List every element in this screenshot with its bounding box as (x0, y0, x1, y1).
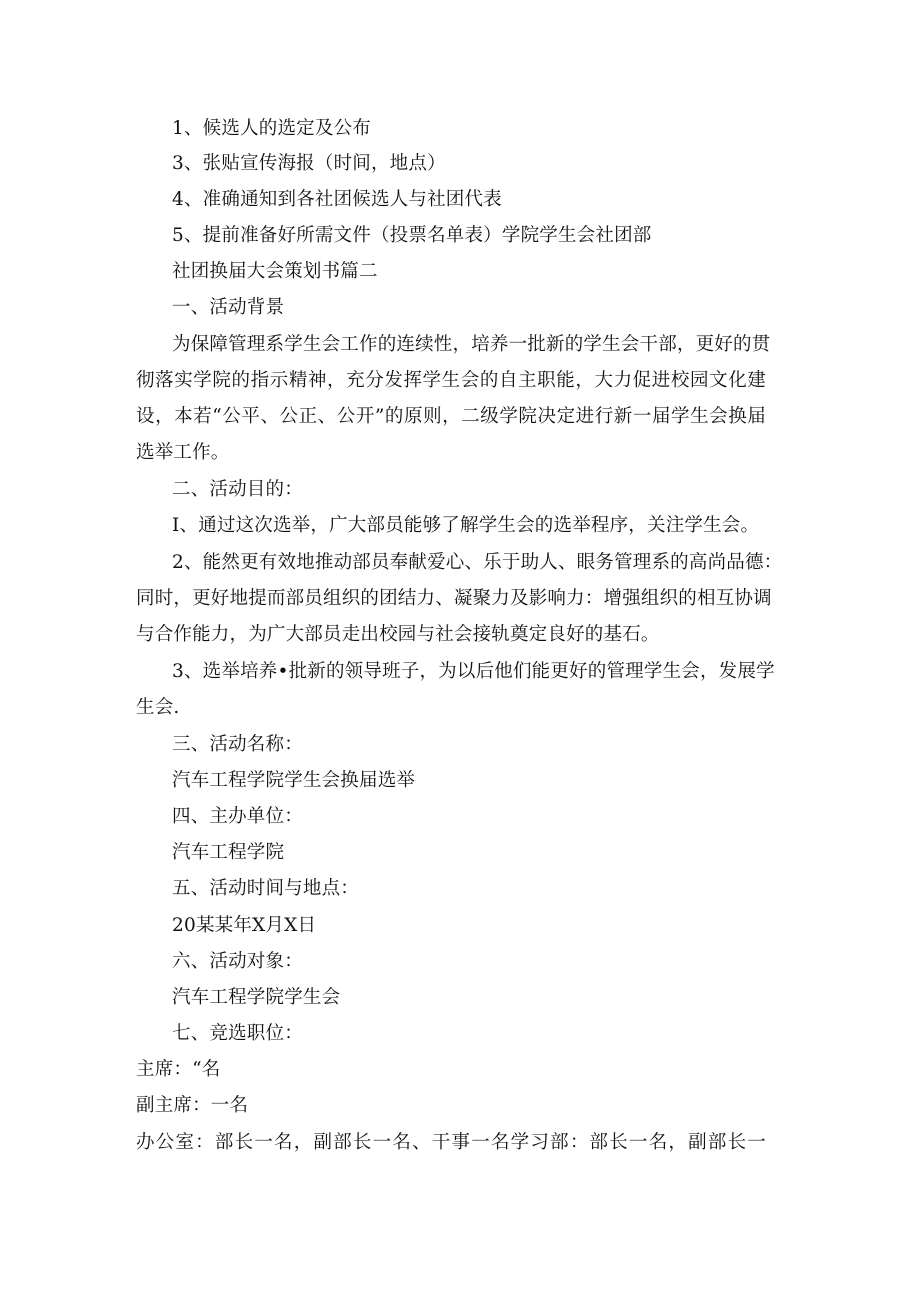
section-heading: 三、活动名称： (172, 734, 303, 755)
section-heading: 二、活动目的： (172, 479, 303, 500)
paragraph-line: 3、选举培养•批新的领导班子，为以后他们能更好的管理学生会，发展学 (172, 661, 775, 682)
list-item: 4、准确通知到各社团候选人与社团代表 (172, 189, 502, 210)
section-heading: 六、活动对象： (172, 951, 303, 972)
paragraph-line: 设，本若“公平、公正、公开”的原则，二级学院决定进行新一届学生会换届 (136, 406, 766, 427)
list-item: 1、候选人的选定及公布 (172, 118, 371, 139)
section-heading: 七、竞选职位： (172, 1023, 303, 1044)
paragraph-line: 汽车工程学院学生会换届选举 (172, 770, 416, 791)
paragraph-line: 20某某年X月X日 (172, 915, 317, 936)
list-item: 5、提前准备好所需文件（投票名单表）学院学生会社团部 (172, 225, 652, 246)
section-heading: 四、主办单位： (172, 806, 303, 827)
paragraph-line: 2、能然更有效地推动部员奉献爱心、乐于助人、眼务管理系的高尚品德： (172, 552, 783, 573)
paragraph-line: 主席：“名 (136, 1059, 221, 1080)
paragraph-line: 同时，更好地提而部员组织的团结力、凝聚力及影响力：增强组织的相互协调 (136, 588, 772, 609)
section-title: 社团换届大会策划书篇二 (172, 261, 378, 282)
paragraph-line: 彻落实学院的指示精神，充分发挥学生会的自主职能，大力促进校园文化建 (136, 370, 766, 391)
list-item: 3、张贴宣传海报（时间，地点） (172, 153, 446, 174)
paragraph-line: 选举工作。 (136, 442, 230, 463)
paragraph-line: 办公室：部长一名，副部长一名、干事一名学习部：部长一名，副部长一 (136, 1132, 766, 1153)
paragraph-line: I、通过这次选举，广大部员能够了解学生会的选举程序，关注学生会。 (172, 515, 760, 536)
section-heading: 五、活动时间与地点： (172, 878, 360, 899)
paragraph-line: 副主席：一名 (136, 1095, 249, 1116)
paragraph-line: 汽车工程学院 (172, 842, 285, 863)
paragraph-line: 与合作能力，为广大部员走出校园与社会接轨奠定良好的基石。 (136, 624, 660, 645)
paragraph-line: 汽车工程学院学生会 (172, 987, 341, 1008)
paragraph-line: 生会. (136, 697, 180, 718)
section-heading: 一、活动背景 (172, 297, 285, 318)
paragraph-line: 为保障管理系学生会工作的连续性，培养一批新的学生会干部，更好的贯 (172, 334, 771, 355)
